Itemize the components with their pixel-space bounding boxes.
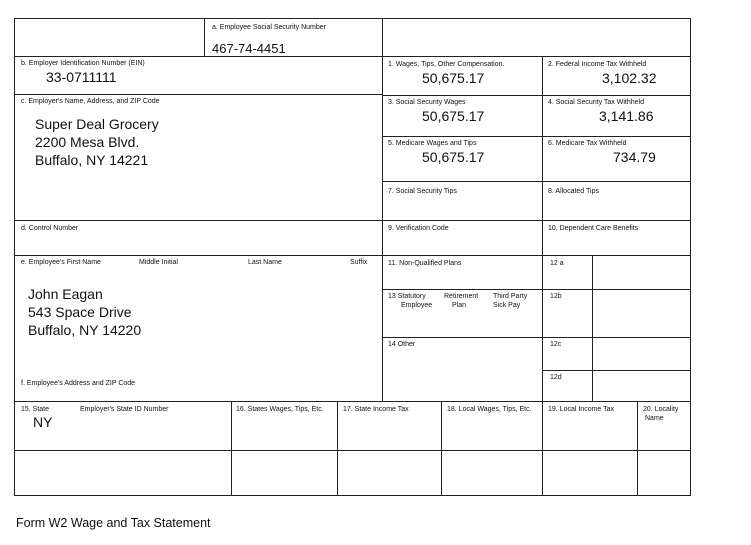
box10-label: 10. Dependent Care Benefits — [548, 225, 639, 232]
box5-value: 50,675.17 — [422, 149, 485, 165]
box20-label-line2: Name — [645, 415, 664, 422]
box13-statutory-label: 13 Statutory — [388, 293, 426, 300]
employer-address — [35, 115, 159, 169]
box4-label: 4. Social Security Tax Withheld — [548, 99, 644, 106]
box12b-label: 12b — [550, 293, 562, 300]
employer-label: c. Employer's Name, Address, and ZIP Code — [21, 98, 160, 105]
employer-city: Buffalo, NY 14221 — [35, 152, 149, 168]
box3-label: 3. Social Security Wages — [388, 99, 466, 106]
box19-label: 19. Local Income Tax — [548, 406, 615, 413]
box7-label: 7. Social Security Tips — [388, 188, 457, 195]
employee-middle-initial-label: Middle Initial — [139, 259, 178, 266]
box20-label-line1: 20. Locality — [643, 406, 679, 413]
box12d-label: 12d — [550, 374, 562, 381]
box13-third-party-label: Third Party — [493, 293, 528, 300]
box11-label: 11. Non-Qualified Plans — [388, 260, 462, 267]
employer-name: Super Deal Grocery — [35, 116, 159, 132]
box6-label: 6. Medicare Tax Withheld — [548, 140, 627, 147]
box16-label: 16. States Wages, Tips, Etc. — [236, 406, 324, 413]
employee-name: John Eagan — [28, 286, 103, 302]
box14-label: 14 Other — [388, 341, 416, 348]
box2-value: 3,102.32 — [602, 70, 657, 86]
box18-label: 18. Local Wages, Tips, Etc. — [447, 406, 532, 413]
employee-first-name-label: e. Employee's First Name — [21, 259, 101, 266]
box12c-label: 12c — [550, 341, 562, 348]
box17-label: 17. State Income Tax — [343, 406, 409, 413]
box3-value: 50,675.17 — [422, 108, 485, 124]
employee-suffix-label: Suffix — [350, 259, 368, 266]
box9-label: 9. Verification Code — [388, 225, 449, 232]
ein-label: b. Employer Identification Number (EIN) — [21, 60, 145, 67]
control-number-label: d. Control Number — [21, 225, 79, 232]
box2-label: 2. Federal Income Tax Withheld — [548, 61, 647, 68]
box13-third-party-sub: Sick Pay — [493, 302, 521, 309]
ein-value: 33-0711111 — [46, 69, 117, 85]
employee-street: 543 Space Drive — [28, 304, 132, 320]
box12a-label: 12 a — [550, 260, 564, 267]
employee-city: Buffalo, NY 14220 — [28, 322, 142, 338]
ssn-label: a. Employee Social Security Number — [212, 24, 326, 31]
box1-value: 50,675.17 — [422, 70, 485, 86]
box5-label: 5. Medicare Wages and Tips — [388, 140, 477, 147]
box13-retirement-sub: Plan — [452, 302, 467, 309]
box13-statutory-sub: Employee — [401, 302, 433, 309]
employee-address — [28, 285, 141, 339]
employee-address-label: f. Employee's Address and ZIP Code — [21, 380, 136, 387]
box4-value: 3,141.86 — [599, 108, 654, 124]
employer-street: 2200 Mesa Blvd. — [35, 134, 140, 150]
form-caption: Form W2 Wage and Tax Statement — [16, 516, 211, 530]
box15-state-id-label: Employer's State ID Number — [80, 406, 169, 413]
box15-state-value: NY — [33, 414, 53, 430]
ssn-value: 467-74-4451 — [212, 41, 286, 56]
box15-label: 15. State — [21, 406, 50, 413]
box6-value: 734.79 — [613, 149, 656, 165]
box1-label: 1. Wages, Tips, Other Compensation. — [388, 61, 505, 68]
box8-label: 8. Allocated Tips — [548, 188, 599, 195]
w2-form — [14, 18, 691, 496]
employee-last-name-label: Last Name — [248, 259, 282, 266]
box13-retirement-label: Retirement — [444, 293, 479, 300]
